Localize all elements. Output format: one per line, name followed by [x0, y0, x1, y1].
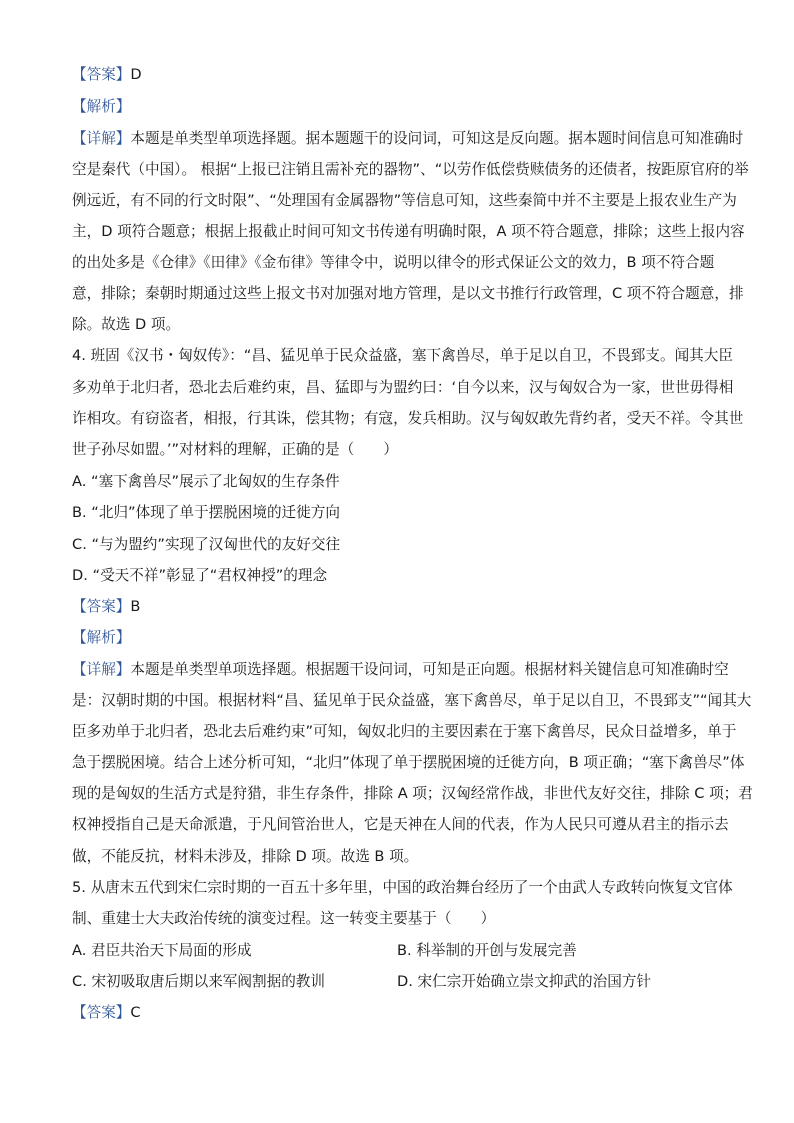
q5-stem-line: 制、重建士大夫政治传统的演变过程。这一转变主要基于（ ）: [72, 910, 496, 927]
q4-explanation-line: [72, 660, 729, 680]
q4-explanation-line: 是：汉朝时期的中国。根据材料“昌、猛见单于民众益盛，塞下禽兽尽，单于足以自卫，不畏郅支”“闻其大: [72, 692, 752, 709]
q4-option-c: C. “与为盟约”实现了汉匈世代的友好交往: [72, 536, 341, 553]
answer-tag: 【答案】: [72, 1004, 131, 1021]
detail-tag: 【详解】: [72, 661, 131, 678]
q3-explanation-line: 空是秦代（中国）。 根据“上报已注销且需补充的器物”、“以劳作低偿赀赎债务的还债者，按距原官府的举: [72, 161, 749, 178]
q4-explanation-line: 做，不能反抗，材料未涉及，排除 D 项。故选 B 项。: [72, 848, 419, 865]
q4-explanation-line: 急于摆脱困境。结合上述分析可知，“北归”体现了单于摆脱困境的迁徙方向，B 项正确；“塞下禽兽尽”体: [72, 754, 745, 771]
q5-option-a: A. 君臣共治天下局面的形成: [72, 942, 252, 959]
q4-option-d: D. “受天不祥”彰显了“君权神授”的理念: [72, 567, 328, 584]
q4-answer: [72, 597, 140, 617]
q4-option-a: A. “塞下禽兽尽”展示了北匈奴的生存条件: [72, 473, 340, 490]
q5-stem-line: 5. 从唐末五代到宋仁宗时期的一百五十多年里，中国的政治舞台经历了一个由武人专政转向恢复文官体: [72, 879, 733, 896]
q4-analysis-heading: 【解析】: [72, 629, 131, 646]
answer-value: D: [130, 66, 142, 83]
answer-value: C: [130, 1004, 141, 1021]
q3-explanation-line: 例远近，有不同的行文时限”、“处理国有金属器物”等信息可知，这些秦简中并不主要是上报农业生产为: [72, 192, 737, 209]
answer-value: B: [130, 598, 141, 615]
q4-explanation-line: 现的是匈奴的生活方式是狩猎，非生存条件，排除 A 项；汉匈经常作战，非世代友好交往，排除 C 项；君: [72, 785, 753, 802]
q4-option-b: B. “北归”体现了单于摆脱困境的迁徙方向: [72, 504, 340, 521]
q5-option-b: B. 科举制的开创与发展完善: [397, 942, 577, 959]
explanation-text: 本题是单类型单项选择题。据本题题干的设问词，可知这是反向题。据本题时间信息可知准确时: [130, 130, 744, 147]
answer-tag: 【答案】: [72, 66, 131, 83]
q4-stem-line: 4. 班固《汉书・匈奴传》：“昌、猛见单于民众益盛，塞下禽兽尽，单于足以自卫，不畏郅支。闻其大臣: [72, 347, 733, 364]
q5-option-d: D. 宋仁宗开始确立崇文抑武的治国方针: [397, 973, 652, 990]
q4-stem-line: 多劝单于北归者，恐北去后难约束，昌、猛即与为盟约曰：‘自今以来，汉与匈奴合为一家，世世毋得相: [72, 379, 734, 396]
explanation-text: 本题是单类型单项选择题。根据题干设问词，可知是正向题。根据材料关键信息可知准确时空: [130, 661, 729, 678]
q3-explanation-line: 除。故选 D 项。: [72, 316, 181, 333]
q3-explanation-line: 的出处多是《仓律》《田律》《金布律》等律令中，说明以律令的形式保证公文的效力，B 项不符合题: [72, 254, 715, 271]
analysis-label: 解析: [86, 629, 116, 646]
q4-stem-line: 世子孙尽如盟。’”对材料的理解，正确的是（ ）: [72, 441, 398, 458]
q5-option-c: C. 宋初吸取唐后期以来军阀割据的教训: [72, 973, 325, 990]
q3-analysis-heading: 【解析】: [72, 98, 131, 115]
q5-answer: [72, 1003, 141, 1023]
analysis-label: 解析: [86, 98, 116, 115]
q4-stem-line: 诈相攻。有窃盗者，相报，行其诛，偿其物；有寇，发兵相助。汉与匈奴敢先背约者，受天不祥。令其世: [72, 410, 744, 427]
answer-tag: 【答案】: [72, 598, 131, 615]
q3-explanation-line: [72, 129, 743, 149]
q3-explanation-line: 主，D 项符合题意；根据上报截止时间可知文书传递有明确时限，A 项不符合题意，排除；这些上报内容: [72, 223, 745, 240]
q4-explanation-line: 臣多劝单于北归者，恐北去后难约束”可知，匈奴北归的主要因素在于塞下禽兽尽，民众日益增多，单于: [72, 723, 737, 740]
detail-tag: 【详解】: [72, 130, 131, 147]
q4-explanation-line: 权神授指自己是天命派遣，于凡间管治世人，它是天神在人间的代表，作为人民只可遵从君主的指示去: [72, 816, 729, 833]
q3-answer: [72, 65, 142, 85]
q3-explanation-line: 意，排除；秦朝时期通过这些上报文书对加强对地方管理，是以文书推行行政管理，C 项不符合题意，排: [72, 285, 744, 302]
